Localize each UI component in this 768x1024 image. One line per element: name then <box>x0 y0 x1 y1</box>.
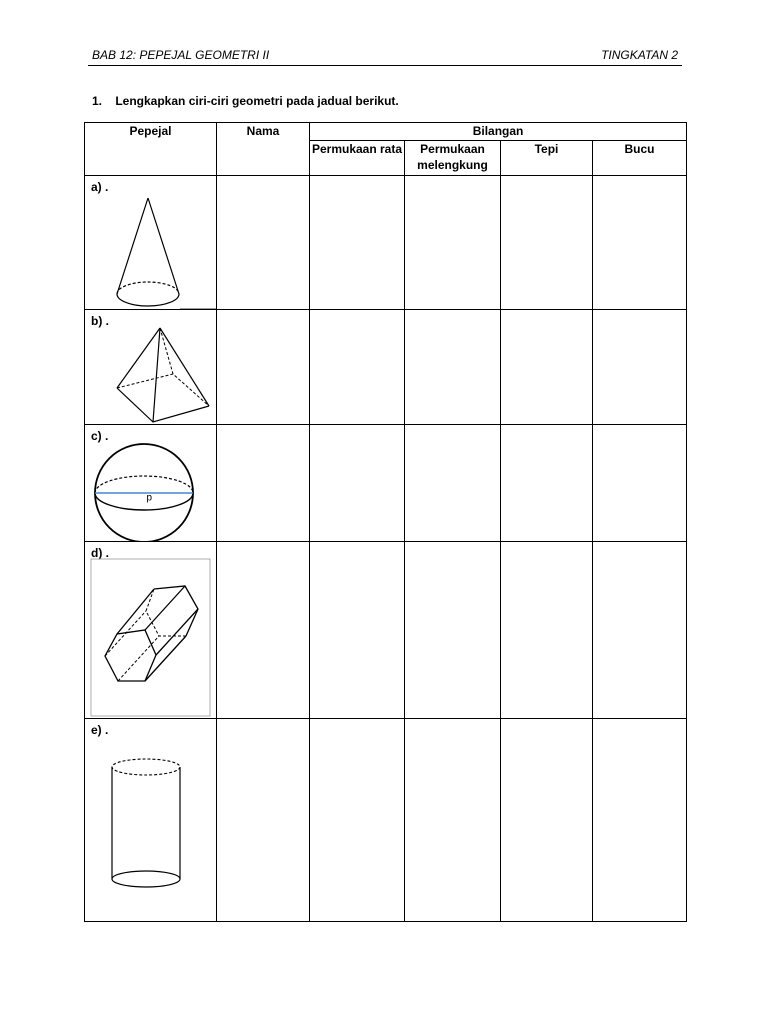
name-answer-cell[interactable] <box>217 310 310 425</box>
flat-faces-answer-cell[interactable] <box>310 176 405 310</box>
col-header-count: Bilangan <box>310 123 687 141</box>
geometry-table <box>84 122 687 922</box>
row-label: d) . <box>91 546 109 560</box>
name-answer-cell[interactable] <box>217 425 310 542</box>
solid-cell <box>85 542 217 719</box>
solid-cell <box>85 310 217 425</box>
row-label: a) . <box>91 180 109 194</box>
curved-surfaces-answer-cell[interactable] <box>405 425 501 542</box>
form-level: TINGKATAN 2 <box>601 48 678 62</box>
edges-answer-cell[interactable] <box>501 719 593 922</box>
edges-answer-cell[interactable] <box>501 176 593 310</box>
flat-faces-answer-cell[interactable] <box>310 310 405 425</box>
row-label: e) . <box>91 723 109 737</box>
solid-cell <box>85 176 217 310</box>
col-header-name: Nama <box>217 123 310 176</box>
vertices-answer-cell[interactable] <box>593 719 687 922</box>
solid-cell <box>85 425 217 542</box>
name-answer-cell[interactable] <box>217 176 310 310</box>
col-header-flat-faces: Permukaan rata <box>310 141 405 176</box>
question-1 <box>92 94 399 108</box>
cone-icon <box>85 176 217 310</box>
table-row <box>85 719 687 922</box>
table-row <box>85 542 687 719</box>
row-label: b) . <box>91 314 109 328</box>
question-number: 1. <box>92 94 103 108</box>
square-pyramid-icon <box>85 310 217 425</box>
cylinder-icon <box>85 719 217 922</box>
table-row <box>85 176 687 310</box>
flat-faces-answer-cell[interactable] <box>310 719 405 922</box>
hexagonal-prism-icon <box>85 542 217 719</box>
header-divider <box>88 65 682 66</box>
name-answer-cell[interactable] <box>217 542 310 719</box>
curved-surfaces-answer-cell[interactable] <box>405 310 501 425</box>
edges-answer-cell[interactable] <box>501 542 593 719</box>
vertices-answer-cell[interactable] <box>593 310 687 425</box>
table-row <box>85 310 687 425</box>
name-answer-cell[interactable] <box>217 719 310 922</box>
chapter-title: BAB 12: PEPEJAL GEOMETRI II <box>92 48 270 62</box>
curved-surfaces-answer-cell[interactable] <box>405 176 501 310</box>
col-header-solid: Pepejal <box>85 123 217 176</box>
diameter-label: d <box>146 492 152 503</box>
edges-answer-cell[interactable] <box>501 310 593 425</box>
vertices-answer-cell[interactable] <box>593 542 687 719</box>
vertices-answer-cell[interactable] <box>593 176 687 310</box>
row-label: c) . <box>91 429 109 443</box>
solid-cell <box>85 719 217 922</box>
flat-faces-answer-cell[interactable] <box>310 542 405 719</box>
col-header-edges: Tepi <box>501 141 593 176</box>
table-row <box>85 425 687 542</box>
curved-surfaces-answer-cell[interactable] <box>405 719 501 922</box>
edges-answer-cell[interactable] <box>501 425 593 542</box>
col-header-vertices: Bucu <box>593 141 687 176</box>
col-header-curved-surfaces: Permukaan melengkung <box>405 141 501 176</box>
question-text: Lengkapkan ciri-ciri geometri pada jadual berikut. <box>115 94 399 108</box>
flat-faces-answer-cell[interactable] <box>310 425 405 542</box>
sphere-icon <box>85 425 217 542</box>
vertices-answer-cell[interactable] <box>593 425 687 542</box>
curved-surfaces-answer-cell[interactable] <box>405 542 501 719</box>
